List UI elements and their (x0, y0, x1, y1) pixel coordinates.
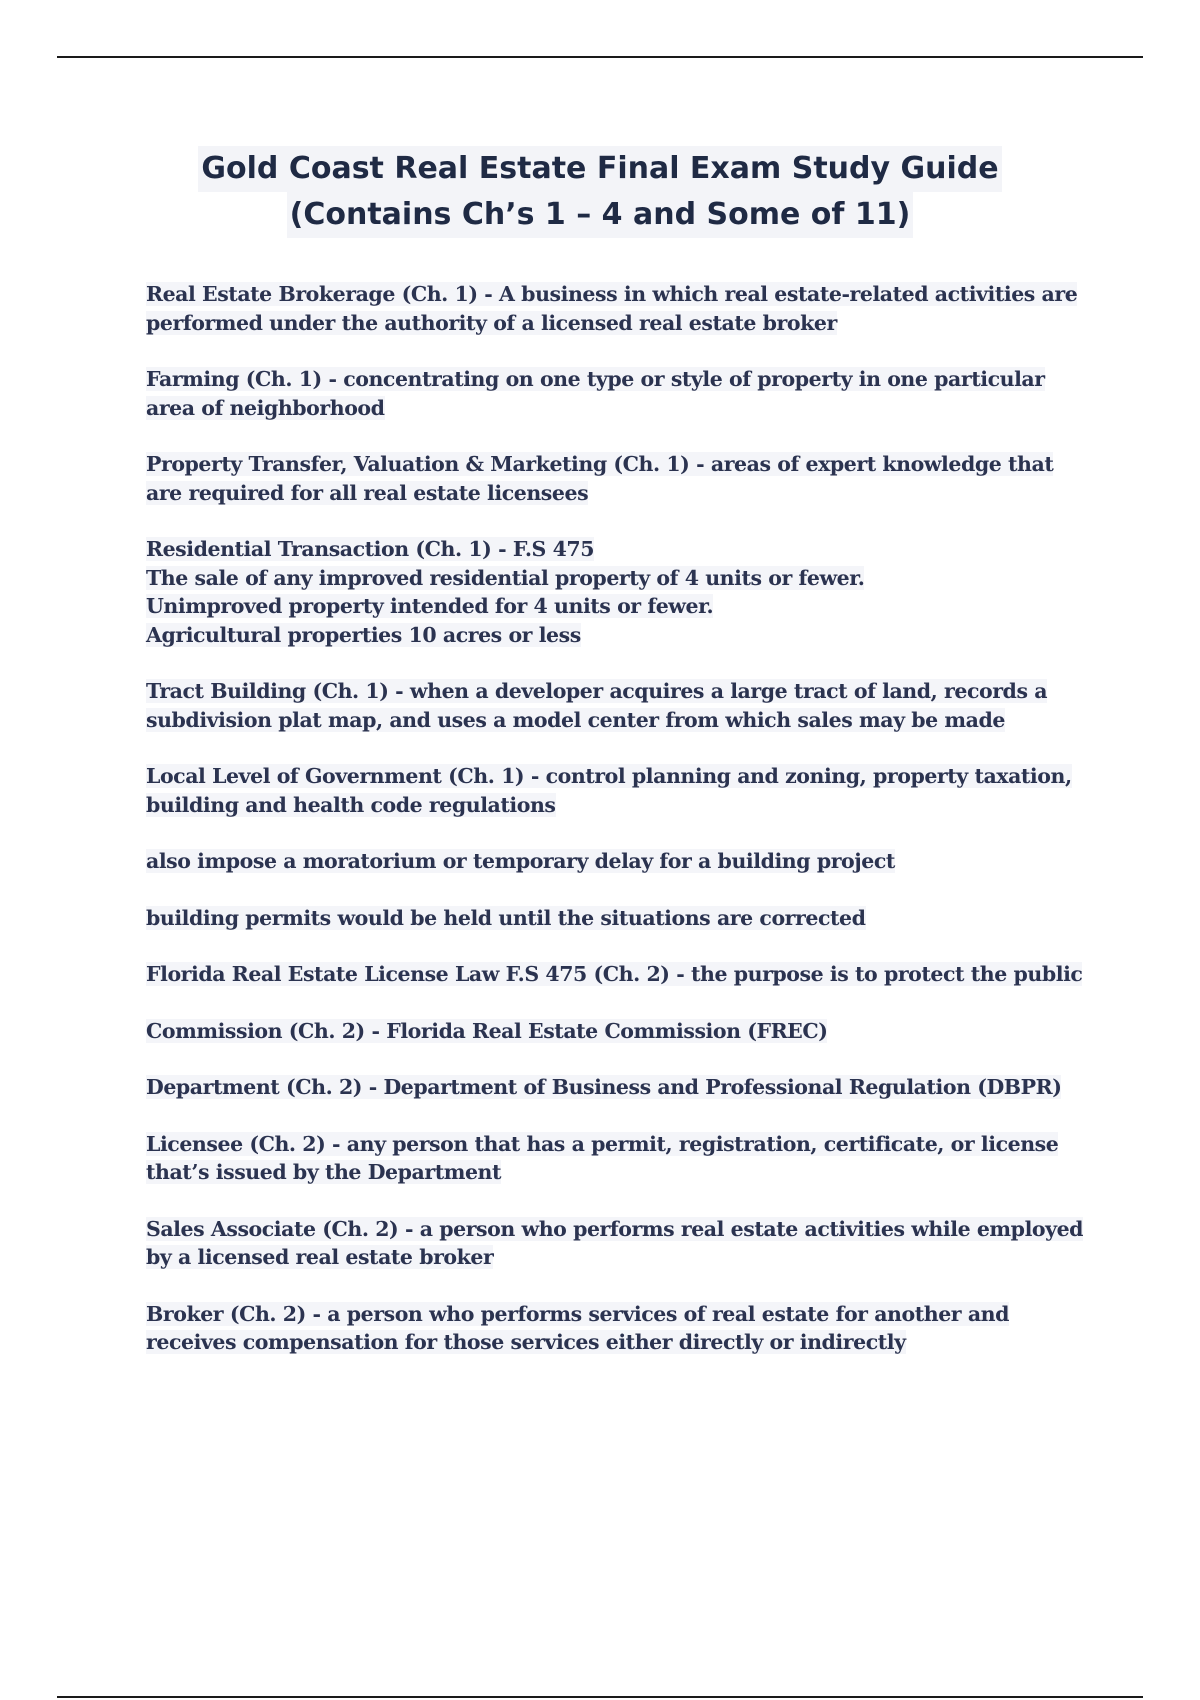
entry-line (146, 791, 1096, 820)
entry-line (146, 1243, 1096, 1272)
glossary-entry (146, 904, 1096, 933)
entry-line-text: Sales Associate (Ch. 2) - a person who performs real estate activities while employed (146, 1216, 1084, 1241)
entry-line-text: Local Level of Government (Ch. 1) - control planning and zoning, property taxation, (146, 764, 1072, 788)
top-rule (57, 56, 1143, 58)
entry-line-text: building permits would be held until the situations are corrected (146, 905, 866, 930)
entry-line-text: also impose a moratorium or temporary delay for a building project (146, 849, 895, 873)
entry-line-text: by a licensed real estate broker (146, 1245, 494, 1269)
entry-line (146, 280, 1096, 309)
entry-line (146, 904, 1096, 933)
title-line-1: Gold Coast Real Estate Final Exam Study Guide (198, 146, 1001, 192)
glossary-entry (146, 450, 1096, 507)
entry-line-text: Florida Real Estate License Law F.S 475 (Ch. 2) - the purpose is to protect the public (146, 962, 1083, 986)
entry-line (146, 1158, 1096, 1187)
entry-line-text: that’s issued by the Department (146, 1160, 502, 1184)
glossary-entry (146, 1073, 1096, 1102)
glossary-entry (146, 960, 1096, 989)
glossary-entries (146, 280, 1096, 1385)
entry-line (146, 847, 1096, 876)
entry-line (146, 706, 1096, 735)
entry-line-text: Tract Building (Ch. 1) - when a developer acquires a large tract of land, records a (146, 679, 1048, 703)
glossary-entry (146, 1130, 1096, 1187)
glossary-entry (146, 280, 1096, 337)
entry-line-text: receives compensation for those services either directly or indirectly (146, 1330, 906, 1354)
entry-line-text: Residential Transaction (Ch. 1) - F.S 475 (146, 537, 595, 561)
entry-line (146, 365, 1096, 394)
glossary-entry (146, 847, 1096, 876)
entry-line-text: performed under the authority of a licensed real estate broker (146, 310, 837, 335)
entry-line (146, 564, 1096, 593)
entry-line (146, 1017, 1096, 1046)
entry-line (146, 1300, 1096, 1329)
entry-line-text: Department (Ch. 2) - Department of Business and Professional Regulation (DBPR) (146, 1075, 1062, 1099)
entry-line (146, 309, 1096, 338)
glossary-entry (146, 1215, 1096, 1272)
entry-line-text: subdivision plat map, and uses a model center from which sales may be made (146, 707, 1005, 732)
glossary-entry (146, 365, 1096, 422)
entry-line-text: Licensee (Ch. 2) - any person that has a permit, registration, certificate, or license (146, 1131, 1059, 1156)
entry-line (146, 479, 1096, 508)
entry-line (146, 762, 1096, 791)
entry-line (146, 1215, 1096, 1244)
entry-line-text: Agricultural properties 10 acres or less (146, 622, 581, 647)
entry-line-text: Real Estate Brokerage (Ch. 1) - A business in which real estate-related activities are (146, 282, 1078, 306)
entry-line (146, 535, 1096, 564)
entry-line (146, 1130, 1096, 1159)
glossary-entry (146, 1300, 1096, 1357)
entry-line-text: Farming (Ch. 1) - concentrating on one type or style of property in one particular (146, 367, 1045, 391)
glossary-entry (146, 762, 1096, 819)
entry-line (146, 960, 1096, 989)
glossary-entry (146, 1017, 1096, 1046)
entry-line-text: Broker (Ch. 2) - a person who performs services of real estate for another and (146, 1301, 1009, 1326)
entry-line-text: Unimproved property intended for 4 units or fewer. (146, 594, 714, 618)
document-title (0, 146, 1200, 238)
entry-line-text: Property Transfer, Valuation & Marketing (Ch. 1) - areas of expert knowledge that (146, 452, 1054, 476)
entry-line-text: The sale of any improved residential property of 4 units or fewer. (146, 565, 865, 590)
bottom-rule (57, 1696, 1143, 1698)
entry-line (146, 592, 1096, 621)
entry-line (146, 450, 1096, 479)
entry-line (146, 1073, 1096, 1102)
entry-line-text: area of neighborhood (146, 395, 385, 420)
entry-line (146, 394, 1096, 423)
entry-line (146, 677, 1096, 706)
entry-line (146, 621, 1096, 650)
entry-line-text: are required for all real estate licensees (146, 480, 589, 505)
entry-line (146, 1328, 1096, 1357)
glossary-entry (146, 677, 1096, 734)
title-line-2: (Contains Ch’s 1 – 4 and Some of 11) (287, 192, 914, 238)
entry-line-text: building and health code regulations (146, 792, 556, 817)
glossary-entry (146, 535, 1096, 649)
entry-line-text: Commission (Ch. 2) - Florida Real Estate Commission (FREC) (146, 1018, 828, 1043)
